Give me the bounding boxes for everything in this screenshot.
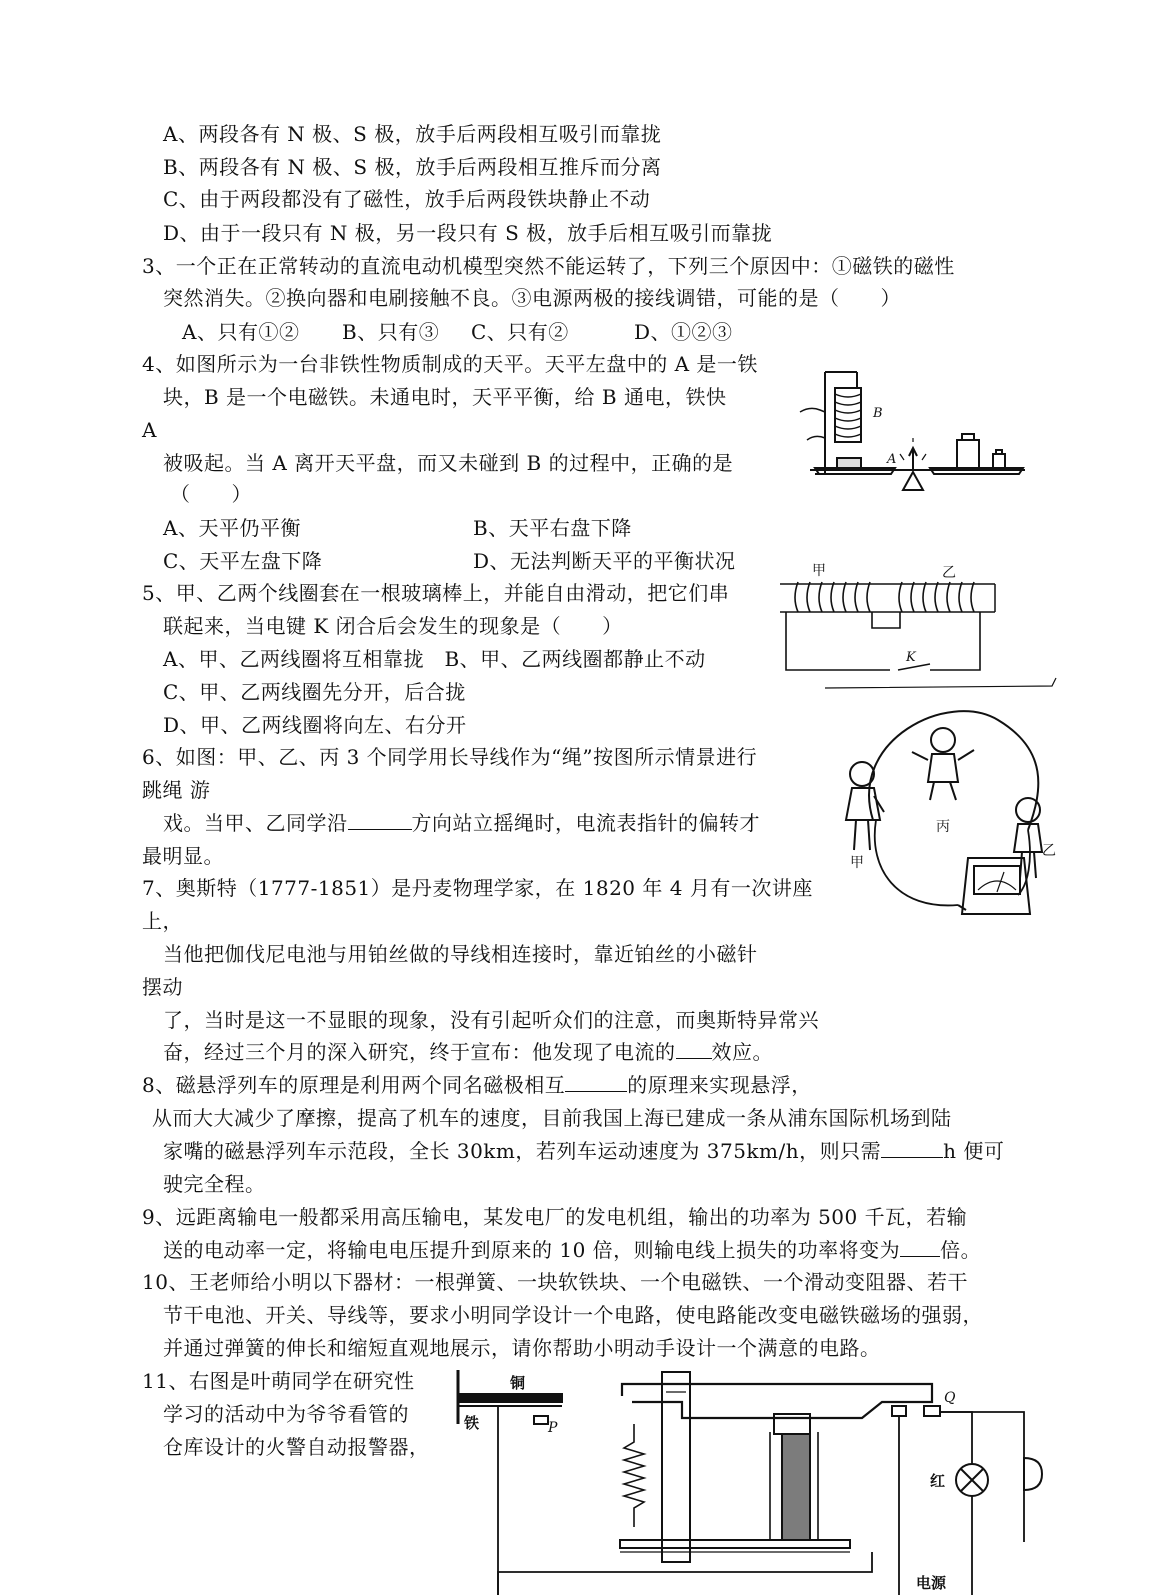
q3-option-a: A、只有①②	[182, 320, 300, 344]
fig-label-copper: 铜	[510, 1374, 526, 1392]
q2-option-d: D、由于一段只有 N 极，另一段只有 S 极，放手后相互吸引而靠拢	[163, 221, 773, 245]
q3-option-c: C、只有②	[471, 320, 569, 344]
q8-line-1: 8、磁悬浮列车的原理是利用两个同名磁极相互 的原理来实现悬浮，	[142, 1073, 812, 1097]
q2-option-b: B、两段各有 N 极、S 极，放手后两段相互推斥而分离	[163, 155, 662, 179]
q3-line-1: 3、一个正在正常转动的直流电动机模型突然不能运转了，下列三个原因中：①磁铁的磁性	[142, 254, 955, 278]
q5-option-d: D、甲、乙两线圈将向左、右分开	[163, 713, 467, 737]
q10-line-2: 节干电池、开关、导线等，要求小明同学设计一个电路，使电路能改变电磁铁磁场的强弱，	[163, 1303, 983, 1327]
q6-line-1: 6、如图：甲、乙、丙 3 个同学用长导线作为“绳”按图所示情景进行	[142, 745, 758, 769]
q11-line-2: 学习的活动中为爷爷看管的	[163, 1402, 409, 1426]
q4-line-3: A	[142, 418, 157, 442]
fire-alarm-figure	[452, 1362, 1052, 1595]
balance-label-a: A	[887, 452, 897, 467]
q6-line-4: 最明显。	[142, 844, 224, 868]
balance-label-b: B	[873, 406, 883, 421]
q9-line-1: 9、远距离输电一般都采用高压输电，某发电厂的发电机组，输出的功率为 500 千瓦，若输	[142, 1205, 968, 1229]
skipping-rope-figure	[828, 700, 1068, 935]
q11-line-3: 仓库设计的火警自动报警器，	[163, 1435, 430, 1459]
q7-line-3: 当他把伽伐尼电池与用铂丝做的导线相连接时，靠近铂丝的小磁针	[163, 942, 758, 966]
q4-option-a: A、天平仍平衡	[163, 516, 301, 540]
q5-line-2: 联起来，当电键 K 闭合后会发生的现象是（ ）	[163, 614, 623, 638]
switch-label-k: K	[906, 650, 916, 665]
fig-label-p: P	[548, 1420, 558, 1436]
q10-line-3: 并通过弹簧的伸长和缩短直观地展示，请你帮助小明动手设计一个满意的电路。	[163, 1336, 881, 1360]
q7-line-5: 了，当时是这一不显眼的现象，没有引起听众们的注意，而奥斯特异常兴	[163, 1008, 819, 1032]
q3-option-d: D、①②③	[634, 320, 733, 344]
q7-line-1: 7、奥斯特（1777-1851）是丹麦物理学家，在 1820 年 4 月有一次讲座	[142, 876, 813, 900]
coil-label-yi: 乙	[942, 565, 956, 581]
q11-line-1: 11、右图是叶萌同学在研究性	[142, 1369, 415, 1393]
person-label-jia: 甲	[850, 855, 864, 871]
q7-line-2: 上，	[142, 909, 183, 933]
q3-option-b: B、只有③	[342, 320, 440, 344]
q6-line-2: 跳绳 游	[142, 778, 211, 802]
person-label-yi: 乙	[1042, 843, 1056, 859]
q7-line-6: 奋，经过三个月的深入研究，终于宣布：他发现了电流的 效应。	[163, 1040, 773, 1064]
fig-label-q: Q	[944, 1390, 956, 1406]
q5-option-c: C、甲、乙两线圈先分开，后合拢	[163, 680, 466, 704]
fig-label-iron: 铁	[464, 1414, 480, 1432]
q8-line-3: 家嘴的磁悬浮列车示范段，全长 30km，若列车运动速度为 375km/h，则只需 h 便可	[163, 1139, 1005, 1163]
fig-label-power: 电源	[916, 1574, 947, 1592]
q10-line-1: 10、王老师给小明以下器材：一根弹簧、一块软铁块、一个电磁铁、一个滑动变阻器、若干	[142, 1270, 968, 1294]
q6-line-3: 戏。当甲、乙同学沿 方向站立摇绳时，电流表指针的偏转才	[163, 811, 760, 835]
q3-line-2: 突然消失。②换向器和电刷接触不良。③电源两极的接线调错，可能的是（ ）	[163, 286, 901, 310]
q5-option-ab: A、甲、乙两线圈将互相靠拢 B、甲、乙两线圈都静止不动	[163, 647, 706, 671]
q4-option-b: B、天平右盘下降	[473, 516, 632, 540]
q4-line-2: 块，B 是一个电磁铁。未通电时，天平平衡，给 B 通电，铁快	[163, 385, 727, 409]
q2-option-a: A、两段各有 N 极、S 极，放手后两段相互吸引而靠拢	[163, 122, 662, 146]
fig-label-red: 红	[930, 1472, 946, 1490]
q8-line-4: 驶完全程。	[163, 1172, 266, 1196]
q5-line-1: 5、甲、乙两个线圈套在一根玻璃棒上，并能自由滑动，把它们串	[142, 581, 730, 605]
q4-option-d: D、无法判断天平的平衡状况	[473, 549, 736, 573]
q9-line-2: 送的电动率一定，将输电电压提升到原来的 10 倍，则输电线上损失的功率将变为 倍。	[163, 1238, 982, 1262]
q4-option-c: C、天平左盘下降	[163, 549, 323, 573]
person-label-bing: 丙	[936, 819, 950, 835]
coils-figure	[780, 560, 1065, 700]
balance-figure	[795, 362, 1030, 502]
q7-line-4: 摆动	[142, 975, 183, 999]
coil-label-jia: 甲	[812, 563, 826, 579]
q8-line-2: 从而大大减少了摩擦，提高了机车的速度，目前我国上海已建成一条从浦东国际机场到陆	[152, 1106, 952, 1130]
q2-option-c: C、由于两段都没有了磁性，放手后两段铁块静止不动	[163, 187, 651, 211]
q4-line-5: （ ）	[170, 482, 252, 506]
q4-line-4: 被吸起。当 A 离开天平盘，而又未碰到 B 的过程中，正确的是	[163, 451, 734, 475]
q4-line-1: 4、如图所示为一台非铁性物质制成的天平。天平左盘中的 A 是一铁	[142, 352, 758, 376]
